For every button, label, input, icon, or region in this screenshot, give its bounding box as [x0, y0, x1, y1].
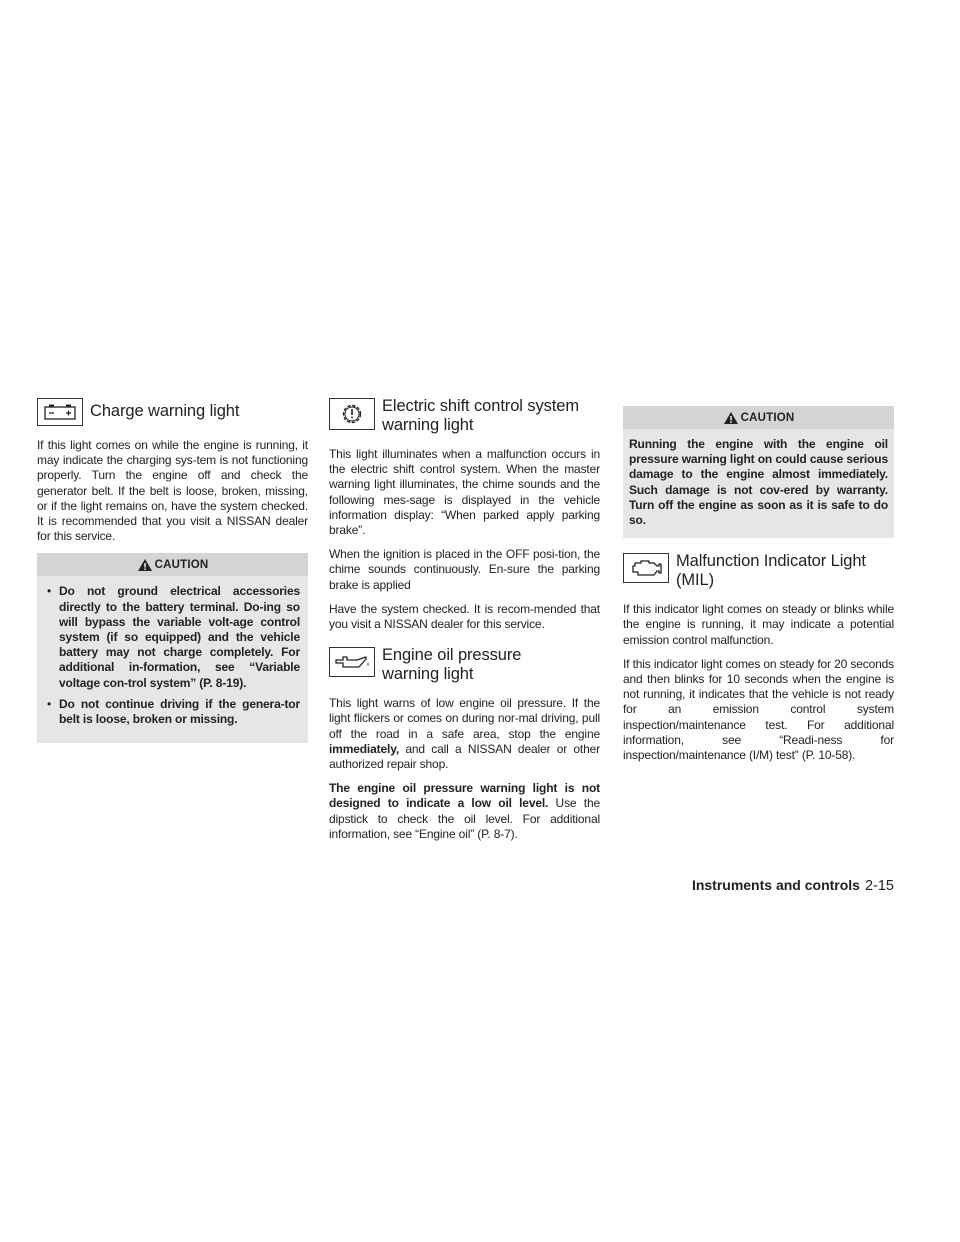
- page-footer: [692, 877, 894, 894]
- electric-shift-para-1: This light illuminates when a malfunction occurs in the electric shift control system. When the master warning light illuminates, the chime sounds and the following mes-sage is displayed in the vehicle information display: “When parked apply parking brake”.: [329, 447, 600, 538]
- column-left: [37, 397, 308, 753]
- charge-warning-heading: [37, 397, 308, 426]
- electric-shift-para-2: When the ignition is placed in the OFF posi-tion, the chime sounds continuously. En-sure the parking brake is applied: [329, 547, 600, 592]
- caution-list: [37, 576, 308, 727]
- mil-para-1: If this indicator light comes on steady or blinks while the engine is running, it may indicate a potential emission control malfunction.: [623, 602, 894, 647]
- oil-pressure-para-2: The engine oil pressure warning light is not designed to indicate a low oil level. Use the dipstick to check the oil level. For additional information, see “Engine oil” (P. 8-7).: [329, 781, 600, 841]
- engine-icon: [623, 553, 669, 583]
- footer-section-title: Instruments and controls: [691, 877, 860, 893]
- warning-triangle-icon: [137, 558, 153, 572]
- gear-warning-icon: [329, 398, 375, 430]
- electric-shift-heading: [329, 397, 600, 435]
- oil-pressure-heading: [329, 646, 600, 684]
- caution-label: CAUTION: [154, 558, 209, 571]
- column-middle: [329, 397, 600, 851]
- electric-shift-title: Electric shift control system warning light: [382, 397, 579, 434]
- mil-para-2: If this indicator light comes on steady for 20 seconds and then blinks for 10 seconds when the engine is not running, it indicates that the vehicle is not ready for an emission control system inspection/maintenance test. For additional information, see “Readi-ness for inspection/maintenance (I/M) test” (P. 10-58).: [623, 656, 894, 763]
- charge-warning-body: If this light comes on while the engine is running, it may indicate the charging sys-tem is not functioning properly. Turn the engine off and check the generator belt. If the belt is loose, broken, missing, or if the light remains on, have the system checked. It is recommended that you visit a NISSAN dealer for this service.: [37, 438, 308, 544]
- caution-item: • Do not continue driving if the genera-tor belt is loose, broken or missing.: [47, 696, 300, 727]
- oil-can-icon: [329, 647, 375, 677]
- electric-shift-para-3: Have the system checked. It is recom-mended that you visit a NISSAN dealer for this service.: [329, 601, 600, 632]
- oil-pressure-para-1: This light warns of low engine oil pressure. If the light flickers or comes on during nor-mal driving, pull off the road in a safe area, stop the engine immediately, and call a NISSAN dealer or other authorized repair shop.: [329, 696, 600, 772]
- mil-title: Malfunction Indicator Light (MIL): [676, 552, 866, 590]
- warning-triangle-icon: [723, 411, 739, 425]
- mil-heading: [623, 552, 894, 590]
- oil-pressure-title: Engine oil pressure warning light: [382, 646, 522, 684]
- oil-caution-text: Running the engine with the engine oil pressure warning light on could cause serious damage to the engine almost immediately. Such damage is not cov-ered by warranty. Turn off the engine as soon as it is safe to do so.: [629, 437, 888, 528]
- charge-caution-box: [37, 553, 308, 743]
- caution-header: [37, 553, 308, 576]
- caution-label: CAUTION: [740, 411, 795, 424]
- oil-caution-box: [623, 406, 894, 538]
- page-number: 2-15: [864, 878, 894, 894]
- caution-item: • Do not ground electrical accessories directly to the battery terminal. Do-ing so will bypass the variable volt-age control system (if so equipped) and the vehicle battery may not charge completely. For additional in-formation, see “Variable voltage con-trol system” (P. 8-19).: [47, 584, 300, 690]
- battery-icon: [37, 398, 83, 426]
- column-right: [623, 406, 894, 772]
- caution-header: [623, 406, 894, 429]
- charge-warning-title: Charge warning light: [90, 402, 240, 420]
